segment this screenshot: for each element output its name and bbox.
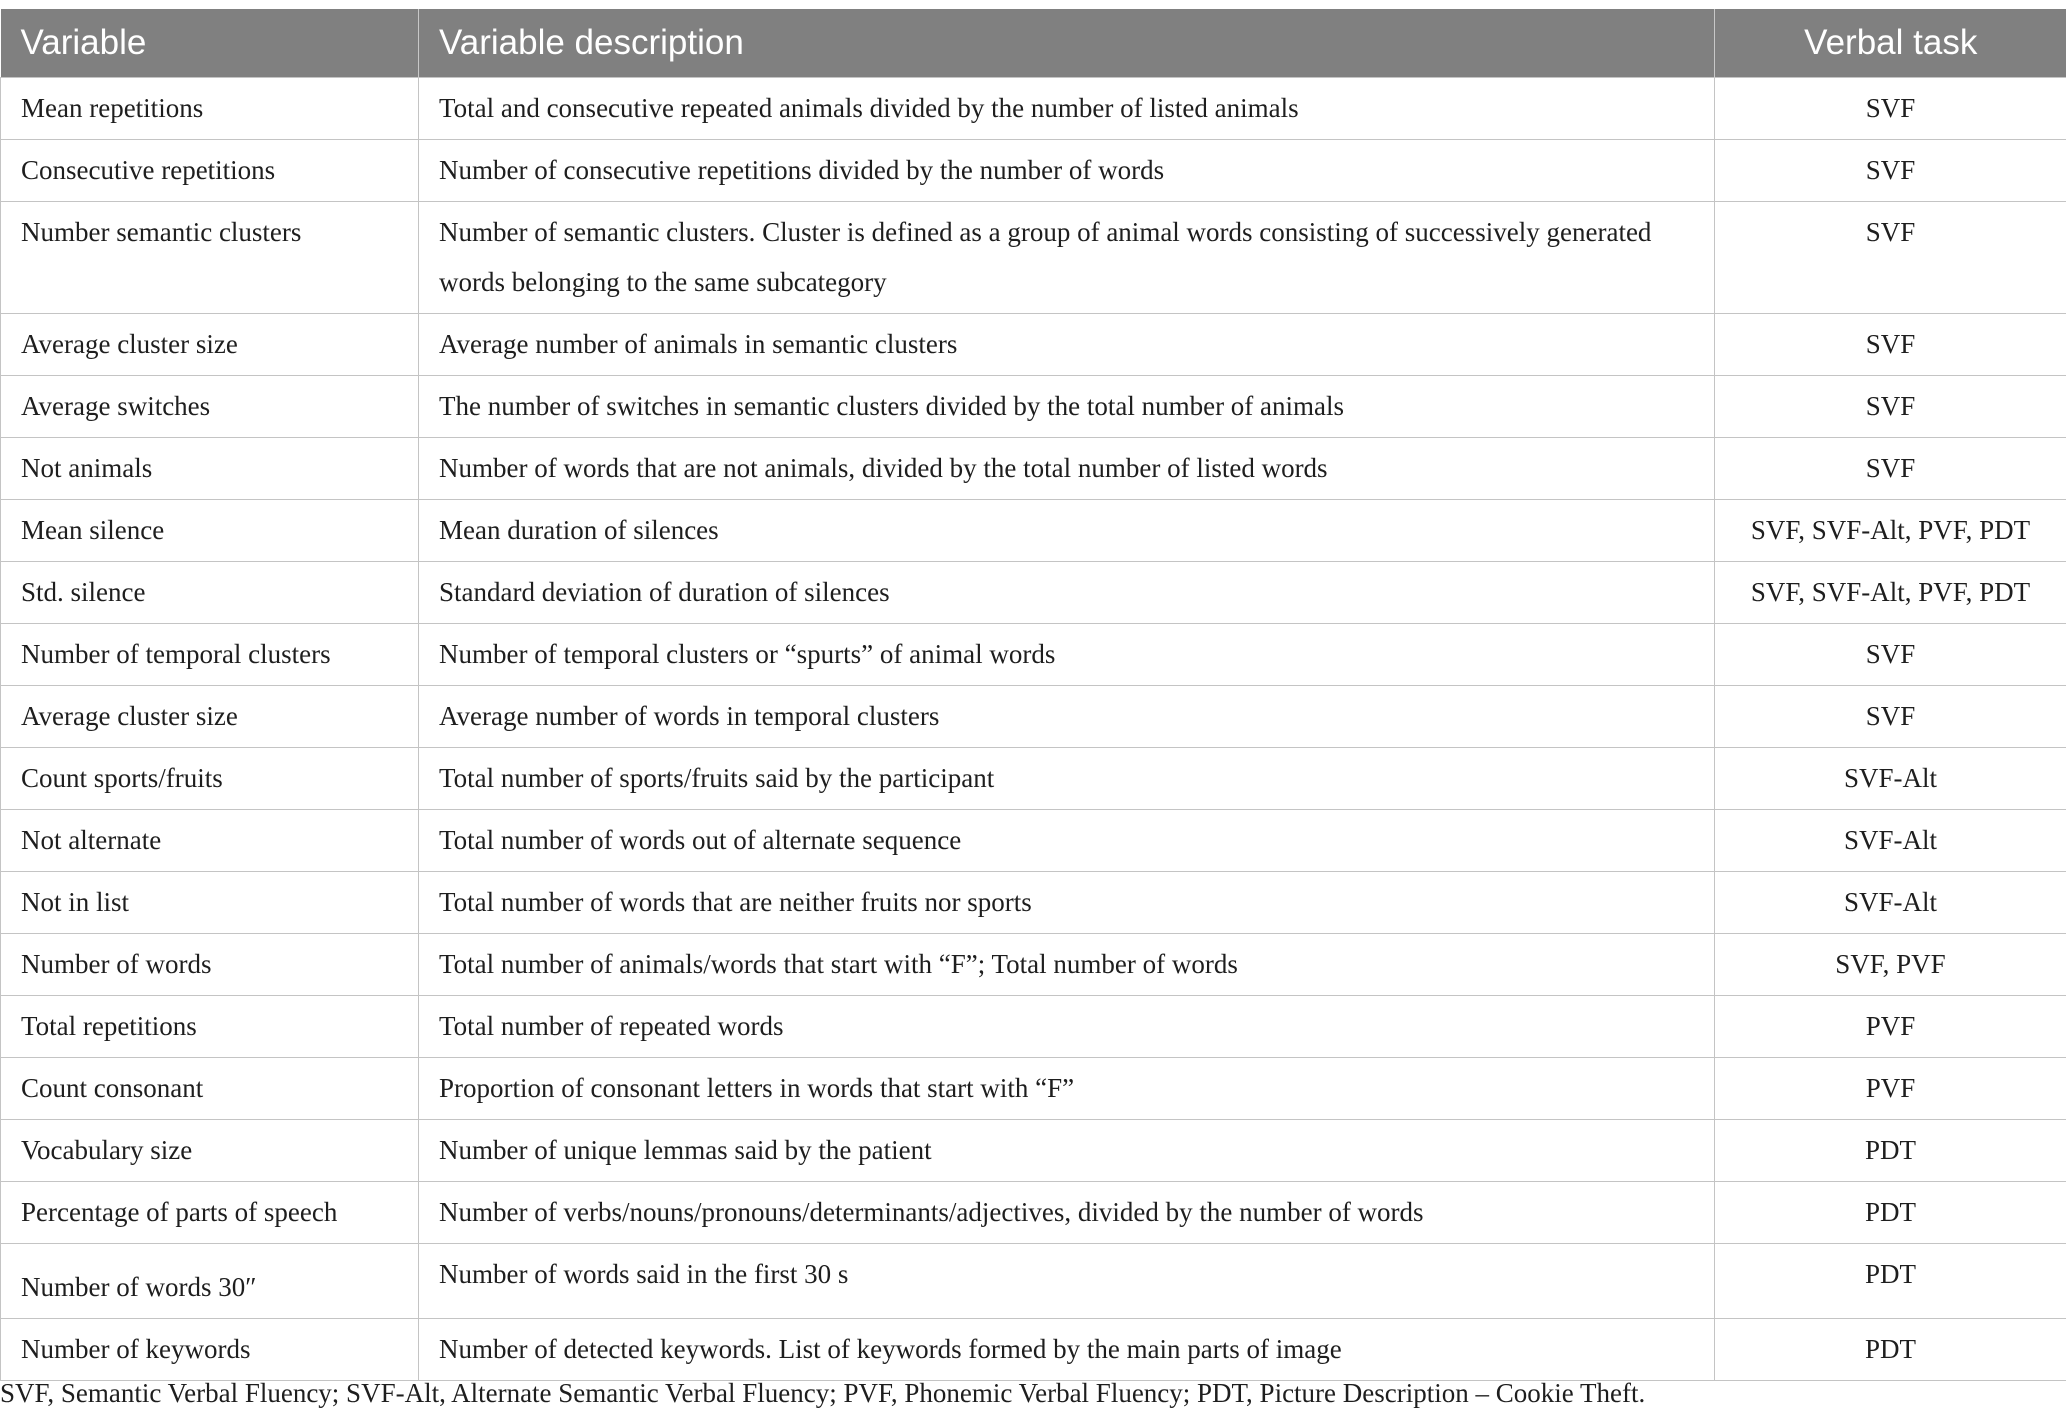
variable-cell: Average cluster size bbox=[1, 314, 419, 376]
table-row bbox=[1, 562, 2066, 624]
description-cell: Average number of words in temporal clusters bbox=[419, 686, 1715, 748]
table-header bbox=[1, 9, 2066, 78]
header-verbal-task: Verbal task bbox=[1715, 9, 2066, 78]
verbal-task-cell: SVF bbox=[1715, 202, 2066, 314]
variable-cell: Number of keywords bbox=[1, 1319, 419, 1381]
description-cell: Total and consecutive repeated animals divided by the number of listed animals bbox=[419, 78, 1715, 140]
description-cell: Number of unique lemmas said by the patient bbox=[419, 1120, 1715, 1182]
variable-cell: Average switches bbox=[1, 376, 419, 438]
table-row bbox=[1, 1244, 2066, 1319]
verbal-task-cell: PDT bbox=[1715, 1244, 2066, 1319]
description-cell: Number of semantic clusters. Cluster is defined as a group of animal words consisting of successively generated words belonging to the same subcategory bbox=[419, 202, 1715, 314]
table-row bbox=[1, 872, 2066, 934]
verbal-task-cell: SVF, SVF-Alt, PVF, PDT bbox=[1715, 562, 2066, 624]
description-cell: Total number of words that are neither fruits nor sports bbox=[419, 872, 1715, 934]
description-cell: Number of words that are not animals, divided by the total number of listed words bbox=[419, 438, 1715, 500]
variable-cell: Count sports/fruits bbox=[1, 748, 419, 810]
variable-cell: Total repetitions bbox=[1, 996, 419, 1058]
table-row bbox=[1, 376, 2066, 438]
variable-cell: Mean silence bbox=[1, 500, 419, 562]
description-cell: Number of consecutive repetitions divided by the number of words bbox=[419, 140, 1715, 202]
verbal-task-cell: SVF, SVF-Alt, PVF, PDT bbox=[1715, 500, 2066, 562]
variable-cell: Std. silence bbox=[1, 562, 419, 624]
variable-cell: Mean repetitions bbox=[1, 78, 419, 140]
verbal-task-cell: SVF-Alt bbox=[1715, 810, 2066, 872]
table-row bbox=[1, 438, 2066, 500]
table-body bbox=[1, 78, 2066, 1381]
verbal-task-cell: PVF bbox=[1715, 996, 2066, 1058]
description-cell: Standard deviation of duration of silences bbox=[419, 562, 1715, 624]
table-row bbox=[1, 686, 2066, 748]
variable-cell: Not alternate bbox=[1, 810, 419, 872]
verbal-task-cell: SVF bbox=[1715, 376, 2066, 438]
description-cell: Mean duration of silences bbox=[419, 500, 1715, 562]
variable-cell: Number of temporal clusters bbox=[1, 624, 419, 686]
table-row bbox=[1, 996, 2066, 1058]
table-row bbox=[1, 934, 2066, 996]
description-cell: Number of detected keywords. List of keywords formed by the main parts of image bbox=[419, 1319, 1715, 1381]
table-row bbox=[1, 140, 2066, 202]
verbal-task-cell: PDT bbox=[1715, 1120, 2066, 1182]
description-cell: Total number of repeated words bbox=[419, 996, 1715, 1058]
table-row bbox=[1, 78, 2066, 140]
verbal-task-cell: PDT bbox=[1715, 1182, 2066, 1244]
table-row bbox=[1, 624, 2066, 686]
verbal-task-cell: SVF bbox=[1715, 78, 2066, 140]
verbal-task-cell: SVF bbox=[1715, 140, 2066, 202]
variable-cell: Percentage of parts of speech bbox=[1, 1182, 419, 1244]
header-description: Variable description bbox=[419, 9, 1715, 78]
description-cell: Total number of animals/words that start with “F”; Total number of words bbox=[419, 934, 1715, 996]
table-row bbox=[1, 1058, 2066, 1120]
description-cell: The number of switches in semantic clusters divided by the total number of animals bbox=[419, 376, 1715, 438]
variable-cell: Number of words bbox=[1, 934, 419, 996]
variable-cell: Number of words 30″ bbox=[1, 1244, 419, 1319]
table-footnote: SVF, Semantic Verbal Fluency; SVF-Alt, Alternate Semantic Verbal Fluency; PVF, Phonemic Verbal Fluency; PDT, Picture Description – Cookie Theft. bbox=[0, 1378, 1646, 1408]
variables-table-container bbox=[0, 9, 2066, 1381]
header-row bbox=[1, 9, 2066, 78]
description-cell: Total number of words out of alternate sequence bbox=[419, 810, 1715, 872]
description-cell: Number of verbs/nouns/pronouns/determinants/adjectives, divided by the number of words bbox=[419, 1182, 1715, 1244]
verbal-task-cell: SVF-Alt bbox=[1715, 872, 2066, 934]
verbal-task-cell: SVF-Alt bbox=[1715, 748, 2066, 810]
table-row bbox=[1, 748, 2066, 810]
variable-cell: Consecutive repetitions bbox=[1, 140, 419, 202]
verbal-task-cell: PVF bbox=[1715, 1058, 2066, 1120]
variables-table bbox=[0, 9, 2066, 1381]
verbal-task-cell: PDT bbox=[1715, 1319, 2066, 1381]
table-row bbox=[1, 810, 2066, 872]
verbal-task-cell: SVF bbox=[1715, 438, 2066, 500]
table-row bbox=[1, 202, 2066, 314]
verbal-task-cell: SVF bbox=[1715, 314, 2066, 376]
variable-cell: Not in list bbox=[1, 872, 419, 934]
table-row bbox=[1, 1182, 2066, 1244]
header-variable: Variable bbox=[1, 9, 419, 78]
description-cell: Number of temporal clusters or “spurts” of animal words bbox=[419, 624, 1715, 686]
variable-cell: Vocabulary size bbox=[1, 1120, 419, 1182]
table-row bbox=[1, 500, 2066, 562]
description-cell: Number of words said in the first 30 s bbox=[419, 1244, 1715, 1319]
variable-cell: Not animals bbox=[1, 438, 419, 500]
description-cell: Proportion of consonant letters in words that start with “F” bbox=[419, 1058, 1715, 1120]
variable-cell: Number semantic clusters bbox=[1, 202, 419, 314]
verbal-task-cell: SVF, PVF bbox=[1715, 934, 2066, 996]
verbal-task-cell: SVF bbox=[1715, 686, 2066, 748]
description-cell: Total number of sports/fruits said by the participant bbox=[419, 748, 1715, 810]
description-cell: Average number of animals in semantic clusters bbox=[419, 314, 1715, 376]
table-row bbox=[1, 1120, 2066, 1182]
verbal-task-cell: SVF bbox=[1715, 624, 2066, 686]
variable-cell: Average cluster size bbox=[1, 686, 419, 748]
table-row bbox=[1, 314, 2066, 376]
variable-cell: Count consonant bbox=[1, 1058, 419, 1120]
